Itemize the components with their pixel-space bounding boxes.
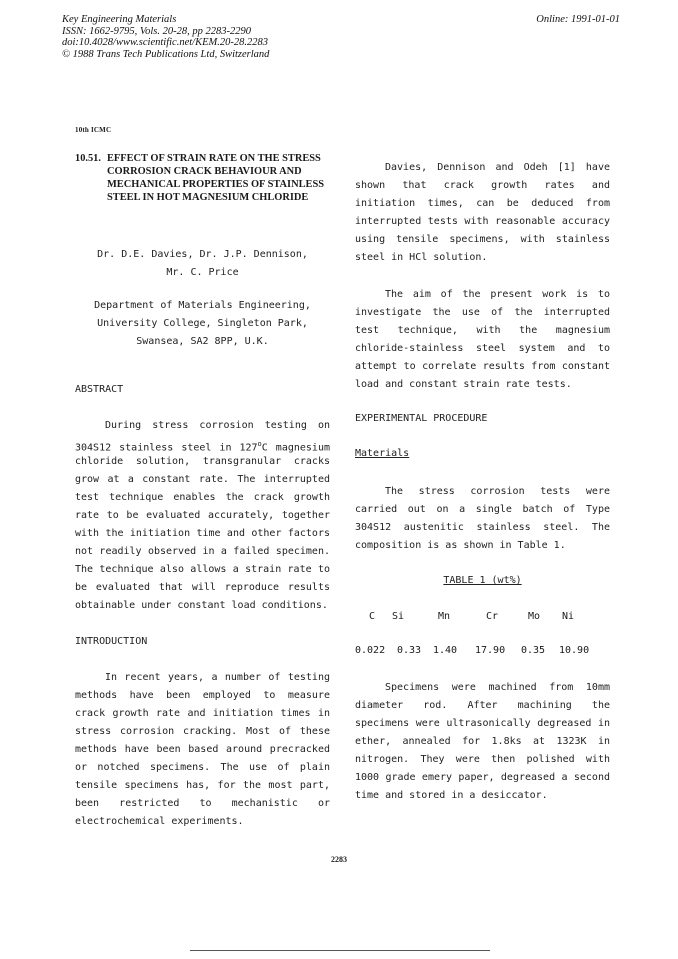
text-line: diameter rod. After machining the xyxy=(355,700,610,711)
text-line: steel in HCl solution. xyxy=(355,252,488,263)
text-line: stress corrosion cracking. Most of these xyxy=(75,726,330,737)
table-row xyxy=(355,645,610,656)
text-line: Davies, Dennison and Odeh [1] have xyxy=(385,162,610,173)
text-line: with the initiation time and other factors xyxy=(75,528,330,539)
text-line: shown that crack growth rates and xyxy=(355,180,610,191)
authors-line: Dr. D.E. Davies, Dr. J.P. Dennison, xyxy=(97,249,308,260)
table-cell: 0.35 xyxy=(521,645,546,656)
text-line: not readily observed in a failed specimen. xyxy=(75,546,330,557)
table-header-cell: Cr xyxy=(486,611,499,622)
table-cell: 17.90 xyxy=(475,645,506,656)
text-line: using tensile specimens, with stainless xyxy=(355,234,610,245)
paper-title xyxy=(75,152,345,204)
degree-superscript: o xyxy=(257,440,262,448)
text-line: test technique enables the crack growth xyxy=(75,492,330,503)
text-line: methods have been based around precracked xyxy=(75,744,330,755)
issn-line: ISSN: 1662-9795, Vols. 20-28, pp 2283-2290 xyxy=(62,25,251,37)
text-line: During stress corrosion testing on xyxy=(105,420,330,431)
abstract-body xyxy=(75,417,330,615)
table-header-row xyxy=(355,611,610,622)
text-line: load and constant strain rate tests. xyxy=(355,379,572,390)
citation-header xyxy=(62,14,269,60)
affiliation-line: Swansea, SA2 8PP, U.K. xyxy=(136,336,269,347)
table-header-cell: Ni xyxy=(562,611,575,622)
title-line: CORROSION CRACK BEHAVIOUR AND xyxy=(107,166,302,177)
text-line: composition is as shown in Table 1. xyxy=(355,540,566,551)
text-line: or notched specimens. The use of plain xyxy=(75,762,330,773)
text-line: crack growth rate and initiation times in xyxy=(75,708,330,719)
text-line: The technique also allows a strain rate to xyxy=(75,564,330,575)
affiliation-line: University College, Singleton Park, xyxy=(97,318,308,329)
text-line: In recent years, a number of testing xyxy=(105,672,330,683)
scan-edge-rule xyxy=(190,950,490,951)
experimental-heading: EXPERIMENTAL PROCEDURE xyxy=(355,413,488,424)
table-caption: TABLE 1 (wt%) xyxy=(443,575,522,586)
paper-number: 10.51. xyxy=(75,153,101,164)
text-line: specimens were ultrasonically degreased in xyxy=(355,718,610,729)
affiliation-line: Department of Materials Engineering, xyxy=(94,300,311,311)
composition-table xyxy=(355,611,610,656)
text-line: carried out on a single batch of Type xyxy=(355,504,610,515)
text-line: 304S12 stainless steel in 127$^o$C magnesium xyxy=(75,440,330,453)
text-line: The aim of the present work is to xyxy=(385,289,610,300)
text-line: electrochemical experiments. xyxy=(75,816,244,827)
materials-body xyxy=(355,483,610,555)
table-cell: 0.022 xyxy=(355,645,386,656)
table-header-cell: Mo xyxy=(528,611,541,622)
title-line: MECHANICAL PROPERTIES OF STAINLESS xyxy=(107,179,325,190)
authors-line: Mr. C. Price xyxy=(166,267,239,278)
text-line: test technique, with the magnesium xyxy=(355,325,610,336)
text-line: grow at a constant rate. The interrupted xyxy=(75,474,330,485)
table-header-cell: C xyxy=(369,611,376,622)
table-cell: 0.33 xyxy=(397,645,422,656)
affiliation xyxy=(75,297,330,351)
page-number: 2283 xyxy=(331,855,347,864)
text-line: investigate the use of the interrupted xyxy=(355,307,610,318)
text-line: obtainable under constant load conditions. xyxy=(75,600,328,611)
text-line: chloride-stainless steel system and to xyxy=(355,343,610,354)
journal-name: Key Engineering Materials xyxy=(62,14,177,25)
abstract-heading: ABSTRACT xyxy=(75,384,124,395)
authors xyxy=(75,246,330,282)
table-cell: 10.90 xyxy=(559,645,590,656)
right-paragraph-1 xyxy=(355,159,610,267)
table-cell: 1.40 xyxy=(433,645,458,656)
title-line: EFFECT OF STRAIN RATE ON THE STRESS xyxy=(107,153,321,164)
conference-label: 10th ICMC xyxy=(75,126,112,134)
text-line: be evaluated that will reproduce results xyxy=(75,582,330,593)
text-line: 1000 grade emery paper, degreased a second xyxy=(355,772,610,783)
introduction-heading: INTRODUCTION xyxy=(75,636,148,647)
text-line: methods have been employed to measure xyxy=(75,690,330,701)
table-header-cell: Si xyxy=(392,611,405,622)
text-line: ether, annealed for 1.8ks at 1323K in xyxy=(355,736,610,747)
text-line: nitrogen. They were then polished with xyxy=(355,754,610,765)
text-line: tensile specimens has, for the most part, xyxy=(75,780,330,791)
right-paragraph-2 xyxy=(355,286,610,394)
materials-subheading: Materials xyxy=(355,448,410,459)
text-line: chloride solution, transgranular cracks xyxy=(75,456,330,467)
text-line: time and stored in a desiccator. xyxy=(355,790,548,801)
specimens-body xyxy=(355,679,610,805)
online-date: Online: 1991-01-01 xyxy=(536,14,620,25)
introduction-body xyxy=(75,669,330,831)
text-line: rate to be evaluated accurately, together xyxy=(75,510,330,521)
text-line: 304S12 austenitic stainless steel. The xyxy=(355,522,610,533)
doi-line: doi:10.4028/www.scientific.net/KEM.20-28.2283 xyxy=(62,37,268,49)
text-line: been restricted to mechanistic or xyxy=(75,798,330,809)
text-line: initiation times, can be deduced from xyxy=(355,198,610,209)
table-header-cell: Mn xyxy=(438,611,451,622)
text-line: Specimens were machined from 10mm xyxy=(385,682,610,693)
title-line: STEEL IN HOT MAGNESIUM CHLORIDE xyxy=(107,192,309,203)
copyright-line: © 1988 Trans Tech Publications Ltd, Switzerland xyxy=(62,48,270,60)
text-line: attempt to correlate results from constant xyxy=(355,361,610,372)
text-line: interrupted tests with reasonable accuracy xyxy=(355,216,610,227)
text-line: The stress corrosion tests were xyxy=(385,486,610,497)
